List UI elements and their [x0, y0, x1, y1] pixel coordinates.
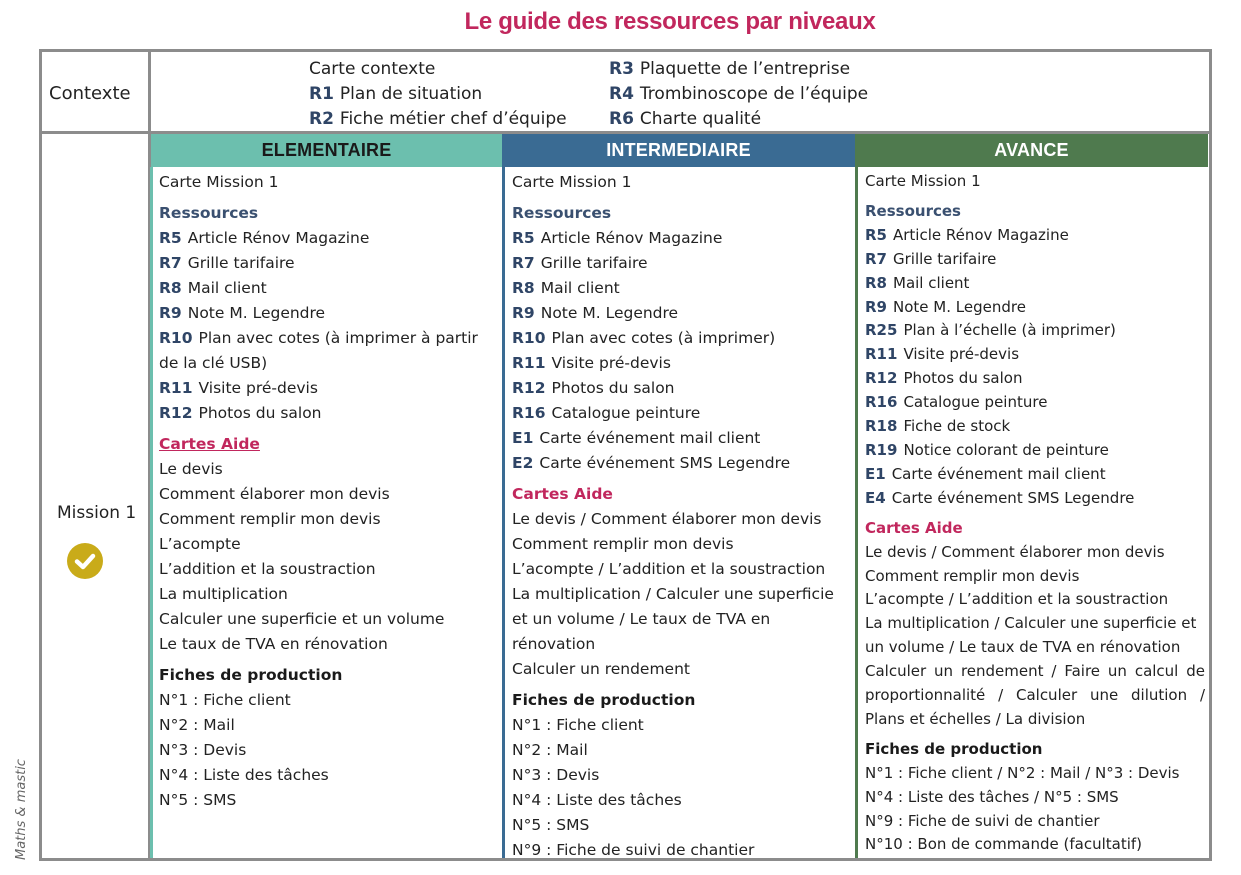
mission-card: Carte Mission 1: [159, 173, 279, 191]
aide-item: Le devis: [159, 460, 223, 478]
resource-item: R16 Catalogue peinture: [512, 404, 701, 422]
resources-title: Ressources: [159, 204, 259, 222]
header-intermediaire: INTERMEDIAIRE: [502, 134, 855, 167]
mission-card: Carte Mission 1: [512, 173, 632, 191]
resource-item: R12 Photos du salon: [512, 379, 675, 397]
resource-item: R5 Article Rénov Magazine: [865, 225, 1069, 244]
fiche-item: N°1 : Fiche client / N°2 : Mail / N°3 : Devis: [865, 763, 1180, 782]
resource-item: R5 Article Rénov Magazine: [512, 229, 723, 247]
context-item: R2 Fiche métier chef d’équipe: [309, 109, 567, 129]
context-item: R6 Charte qualité: [609, 109, 762, 129]
fiche-item: N°4 : Liste des tâches: [159, 766, 329, 784]
fiches-title: Fiches de production: [512, 691, 696, 709]
column-elementaire: [159, 170, 499, 813]
resource-item: E4 Carte événement SMS Legendre: [865, 488, 1135, 507]
aide-item: L’addition et la soustraction: [159, 560, 376, 578]
fiche-item: N°4 : Liste des tâches: [512, 791, 682, 809]
resources-title: Ressources: [865, 201, 961, 220]
aide-item: Calculer une superficie et un volume: [159, 610, 445, 628]
aide-item: Comment remplir mon devis: [159, 510, 381, 528]
intermediaire-border: [502, 167, 505, 858]
context-item: R1 Plan de situation: [309, 84, 483, 104]
resource-item: R9 Note M. Legendre: [512, 304, 679, 322]
context-item: R3 Plaquette de l’entreprise: [609, 59, 851, 79]
resource-item: R8 Mail client: [512, 279, 620, 297]
resource-item: R7 Grille tarifaire: [512, 254, 648, 272]
fiche-item: N°5 : SMS: [159, 791, 237, 809]
fiche-item: N°4 : Liste des tâches / N°5 : SMS: [865, 787, 1119, 806]
page-title: Le guide des ressources par niveaux: [464, 8, 876, 35]
aide-item: L’acompte / L’addition et la soustraction: [512, 560, 826, 578]
resource-item: R10 Plan avec cotes (à imprimer à partir de la clé USB): [159, 329, 478, 372]
fiche-item: N°3 : Devis: [512, 766, 600, 784]
column-avance: [865, 170, 1205, 857]
fiche-item: N°2 : Mail: [512, 741, 588, 759]
context-item: Carte contexte: [309, 59, 436, 79]
aide-title: Cartes Aide: [159, 435, 260, 453]
resource-item: R8 Mail client: [865, 273, 970, 292]
fiches-title: Fiches de production: [159, 666, 343, 684]
resource-item: R18 Fiche de stock: [865, 417, 1011, 436]
resource-item: R10 Plan avec cotes (à imprimer): [512, 329, 776, 347]
resource-item: R25 Plan à l’échelle (à imprimer): [865, 321, 1116, 340]
aide-item: L’acompte: [159, 535, 241, 553]
fiches-title: Fiches de production: [865, 739, 1043, 758]
avance-border: [855, 167, 858, 858]
mission-label: Mission 1: [57, 503, 137, 523]
resource-code: R1: [309, 84, 334, 104]
aide-item: L’acompte / L’addition et la soustraction: [865, 590, 1169, 609]
watermark: Maths & mastic: [14, 759, 29, 860]
fiche-item: N°1 : Fiche client: [512, 716, 644, 734]
resources-title: Ressources: [512, 204, 612, 222]
resource-item: E1 Carte événement mail client: [865, 464, 1106, 483]
fiche-item: N°10 : Bon de commande (facultatif): [865, 835, 1143, 854]
resource-item: R19 Notice colorant de peinture: [865, 440, 1109, 459]
aide-item: La multiplication / Calculer une superficie et un volume / Le taux de TVA en rénovation: [865, 614, 1197, 657]
aide-item: Le devis / Comment élaborer mon devis: [865, 542, 1165, 561]
resource-item: E2 Carte événement SMS Legendre: [512, 454, 791, 472]
resource-item: R11 Visite pré-devis: [159, 379, 318, 397]
fiche-item: N°9 : Fiche de suivi de chantier: [865, 811, 1100, 830]
fiche-item: N°3 : Devis: [159, 741, 247, 759]
context-item: R4 Trombinoscope de l’équipe: [609, 84, 869, 104]
header-avance: AVANCE: [855, 134, 1208, 167]
resource-item: R16 Catalogue peinture: [865, 393, 1048, 412]
aide-item: Le taux de TVA en rénovation: [159, 635, 388, 653]
fiche-item: N°5 : SMS: [512, 816, 590, 834]
check-circle-icon: [67, 543, 103, 579]
aide-item: Calculer un rendement: [512, 660, 690, 678]
aide-title: Cartes Aide: [865, 518, 963, 537]
header-elementaire: ELEMENTAIRE: [151, 134, 502, 167]
fiche-item: N°1 : Fiche client: [159, 691, 291, 709]
fiche-item: N°2 : Mail: [159, 716, 235, 734]
mission-card: Carte Mission 1: [865, 172, 981, 190]
resource-item: R11 Visite pré-devis: [865, 345, 1020, 364]
aide-title: Cartes Aide: [512, 485, 613, 503]
resource-code: R2: [309, 109, 334, 129]
aide-item: Comment remplir mon devis: [865, 566, 1080, 585]
resource-item: R5 Article Rénov Magazine: [159, 229, 370, 247]
resource-item: R9 Note M. Legendre: [865, 297, 1026, 316]
resource-code: R6: [609, 109, 634, 129]
resource-item: R8 Mail client: [159, 279, 267, 297]
fiche-item: N°9 : Fiche de suivi de chantier: [512, 841, 755, 859]
aide-item: La multiplication / Calculer une superficie et un volume / Le taux de TVA en rénovation: [512, 585, 834, 653]
context-label: Contexte: [49, 83, 131, 104]
resource-item: R12 Photos du salon: [159, 404, 322, 422]
resource-item: R12 Photos du salon: [865, 369, 1023, 388]
elementaire-border: [150, 167, 153, 858]
aide-item: La multiplication: [159, 585, 288, 603]
aide-item: Comment élaborer mon devis: [159, 485, 390, 503]
resource-code: R3: [609, 59, 634, 79]
resource-item: E1 Carte événement mail client: [512, 429, 761, 447]
resource-item: R7 Grille tarifaire: [159, 254, 295, 272]
resource-code: R4: [609, 84, 634, 104]
column-intermediaire: [512, 170, 852, 863]
resource-item: R7 Grille tarifaire: [865, 249, 997, 268]
aide-item: Le devis / Comment élaborer mon devis: [512, 510, 822, 528]
aide-item: Calculer un rendement / Faire un calcul de proportionnalité / Calculer une dilution / Plans et échelles / La division: [865, 662, 1205, 728]
aide-item: Comment remplir mon devis: [512, 535, 734, 553]
resource-item: R9 Note M. Legendre: [159, 304, 326, 322]
resource-item: R11 Visite pré-devis: [512, 354, 671, 372]
